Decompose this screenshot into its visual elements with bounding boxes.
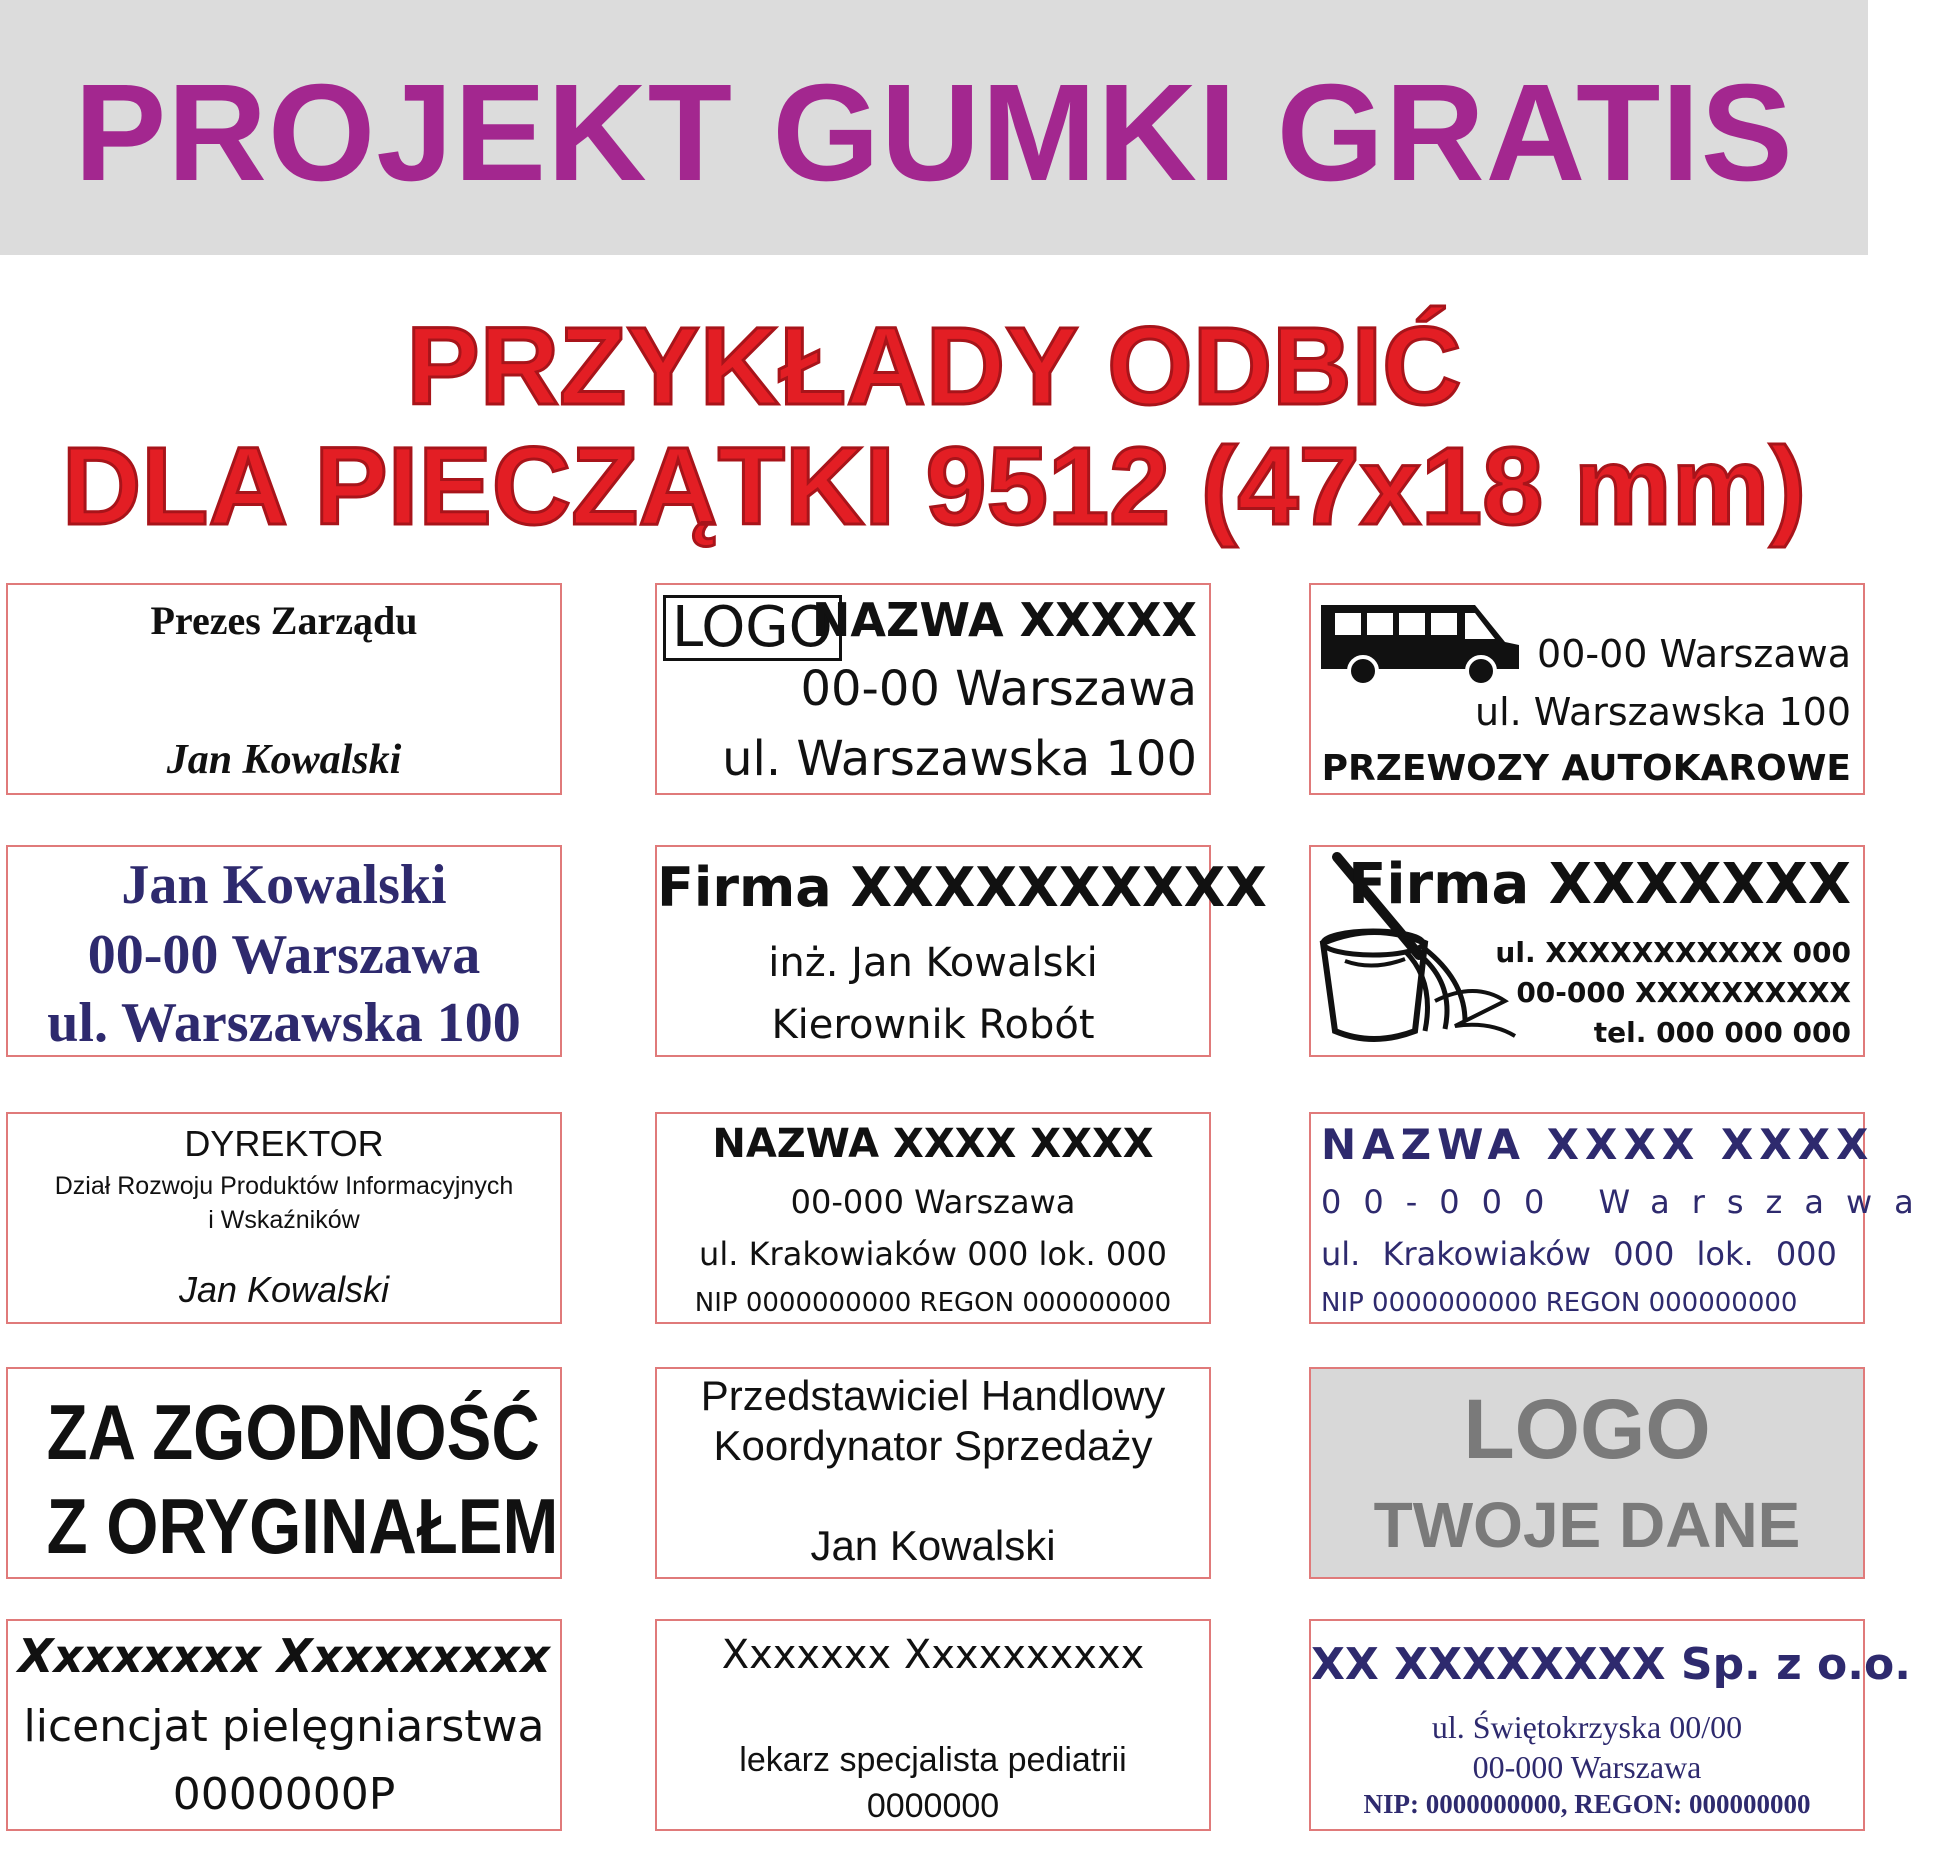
stamp-specialty: lekarz specjalista pediatrii (739, 1741, 1127, 1779)
stamp-example-spolka (1309, 1619, 1911, 1831)
stamp-phone: tel. 000 000 000 (1593, 1016, 1851, 1049)
bus-icon (1315, 597, 1525, 687)
stamp-tax-ids: NIP: 0000000000, REGON: 000000000 (1363, 1789, 1811, 1819)
stamp-street: ul. Krakowiaków 000 lok. 000 (699, 1235, 1167, 1273)
stamp-company-name: Firma XXXXXXXXXX (657, 856, 1267, 919)
stamp-street: ul. XXXXXXXXXXX 000 (1495, 936, 1851, 969)
stamp-role-line1: Przedstawiciel Handlowy (700, 1372, 1166, 1419)
stamp-name: Jan Kowalski (810, 1522, 1056, 1569)
stamp-example-zgodnosc (6, 1367, 562, 1579)
stamp-example-nip-regon-navy (1309, 1112, 1936, 1324)
stamp-street: ul. Warszawska 100 (722, 731, 1197, 787)
stamp-company-name: XX XXXXXXXX Sp. z o.o. (1311, 1639, 1911, 1690)
your-data-placeholder: TWOJE DANE (1373, 1489, 1801, 1561)
stamp-street: ul. Krakowiaków 000 lok. 000 (1321, 1235, 1837, 1273)
stamp-example-handlowy (655, 1367, 1211, 1579)
stamp-example-lekarz (655, 1619, 1211, 1831)
stamp-city: 00-000 XXXXXXXXXX (1516, 976, 1851, 1009)
stamp-department-line2: i Wskaźników (208, 1206, 360, 1234)
stamp-example-bus (1309, 583, 1865, 795)
stamp-person: inż. Jan Kowalski (768, 940, 1098, 986)
stamp-example-logo-company (655, 583, 1211, 795)
stamp-title: DYREKTOR (184, 1123, 384, 1164)
stamp-city: 00-000 Warszawa (1321, 1183, 1936, 1221)
stamp-role: Kierownik Robót (771, 1002, 1095, 1048)
stamp-degree: licencjat pielęgniarstwa (23, 1701, 545, 1752)
stamp-example-prezes (6, 583, 562, 795)
stamp-name: Xxxxxxx Xxxxxxxxxx (721, 1632, 1145, 1678)
stamp-role-line2: Koordynator Sprzedaży (713, 1422, 1153, 1469)
stamp-example-nip-regon (655, 1112, 1211, 1324)
logo-placeholder: LOGO (1463, 1382, 1711, 1476)
stamp-city: 00-000 Warszawa (790, 1183, 1076, 1221)
heading-line-1: PRZYKŁADY ODBIĆ (406, 305, 1462, 428)
stamp-company-name: NAZWA XXXXX (811, 593, 1197, 647)
stamp-line1: ZA ZGODNOŚĆ (46, 1388, 540, 1476)
stamp-example-address-navy (6, 845, 562, 1057)
top-banner (0, 0, 1868, 255)
stamp-street: ul. Warszawska 100 (1475, 690, 1851, 734)
stamp-name: Jan Kowalski (166, 737, 402, 783)
logo-placeholder: LOGO (663, 595, 842, 661)
stamp-line2: Z ORYGINAŁEM (46, 1482, 559, 1570)
stamp-example-pielegniarka (6, 1619, 562, 1831)
stamp-department-line1: Dział Rozwoju Produktów Informacyjnych (54, 1172, 514, 1200)
heading-line-2: DLA PIECZĄTKI 9512 (47x18 mm) (61, 425, 1807, 548)
stamp-company-name: NAZWA XXXX XXXX (712, 1121, 1154, 1167)
stamp-name: Jan Kowalski (178, 1269, 390, 1310)
banner-title: PROJEKT GUMKI GRATIS (74, 55, 1794, 210)
stamp-license-number: 0000000 (866, 1787, 1000, 1825)
stamp-example-firma (655, 845, 1267, 1057)
stamp-tax-ids: NIP 0000000000 REGON 000000000 (1321, 1288, 1798, 1318)
stamp-tax-ids: NIP 0000000000 REGON 000000000 (694, 1288, 1172, 1318)
stamp-example-cleaning (1309, 845, 1865, 1057)
stamp-license-number: 0000000P (172, 1769, 396, 1820)
stamp-example-your-logo (1309, 1367, 1865, 1579)
stamp-company-name: NAZWA XXXX XXXX (1321, 1120, 1875, 1169)
stamp-title: Prezes Zarządu (150, 598, 418, 643)
stamp-street: ul. Warszawska 100 (47, 992, 521, 1054)
stamp-name: Xxxxxxxx Xxxxxxxxx (17, 1629, 550, 1683)
stamp-street: ul. Świętokrzyska 00/00 (1431, 1709, 1743, 1745)
stamp-company-name: Firma XXXXXXX (1348, 852, 1851, 917)
stamp-city: 00-000 Warszawa (1472, 1749, 1702, 1785)
stamp-example-dyrektor (6, 1112, 562, 1324)
stamp-city: 00-00 Warszawa (800, 661, 1197, 717)
stamp-name: Jan Kowalski (121, 854, 447, 916)
stamp-city: 00-00 Warszawa (1537, 632, 1851, 676)
stamp-city: 00-00 Warszawa (87, 924, 481, 986)
stamp-service: PRZEWOZY AUTOKAROWE (1321, 748, 1851, 789)
